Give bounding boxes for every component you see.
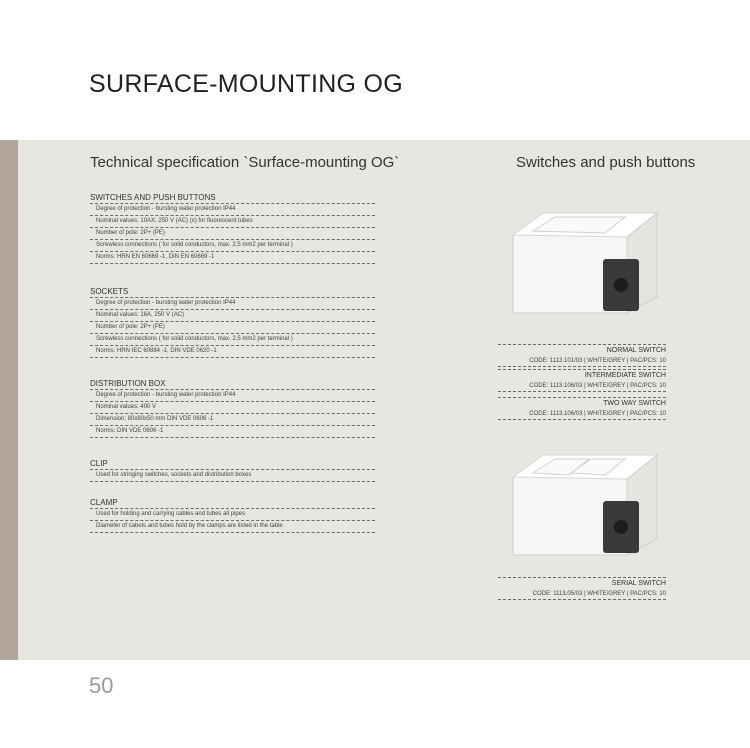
product-caption-two-way-switch bbox=[498, 397, 666, 420]
product-name: TWO WAY SWITCH bbox=[498, 397, 666, 409]
spec-row: Nominal values: 400 V bbox=[90, 402, 375, 414]
spec-section-heading: DISTRIBUTION BOX bbox=[90, 378, 375, 390]
spec-row: Degree of protection - bursting water protection IP44 bbox=[90, 390, 375, 402]
spec-row: Norms: HRN EN 60669 -1, DIN EN 60669 -1 bbox=[90, 252, 375, 264]
spec-section-clip bbox=[90, 458, 375, 482]
product-code: CODE: 1113.106/03 | WHITE/GREY | PAC/PCS: 10 bbox=[498, 409, 666, 420]
page-number: 50 bbox=[89, 673, 114, 698]
spec-section-clamp bbox=[90, 497, 375, 533]
product-code: CODE: 1113.101/03 | WHITE/GREY | PAC/PCS: 10 bbox=[498, 356, 666, 367]
product-name: NORMAL SWITCH bbox=[498, 344, 666, 356]
spec-row: Diameter of cabels and tubes hold by the clamps are listed in the table bbox=[90, 521, 375, 533]
spec-row: Nominal values: 10AX, 250 V (AC) (x) for fluorescent tubes bbox=[90, 216, 375, 228]
spec-row: Screwless connections ( for solid conductors, max. 2,5 mm2 per terminal ) bbox=[90, 240, 375, 252]
product-caption-intermediate-switch bbox=[498, 369, 666, 392]
spec-section-sockets bbox=[90, 286, 375, 358]
spec-heading: Technical specification `Surface-mounting OG` bbox=[90, 154, 400, 171]
product-code: CODE: 1113.05/03 | WHITE/GREY | PAC/PCS: 10 bbox=[498, 589, 666, 600]
spec-row: Used for holding and carrying cables and tubes all pipes bbox=[90, 509, 375, 521]
spec-row: Used for stringing switches, sockets and distribution boxes bbox=[90, 470, 375, 482]
product-name: INTERMEDIATE SWITCH bbox=[498, 369, 666, 381]
spec-row: Degree of protection - bursting water protection IP44 bbox=[90, 298, 375, 310]
spec-section-heading: CLAMP bbox=[90, 497, 375, 509]
spec-row: Norms: DIN VDE 0606 -1 bbox=[90, 426, 375, 438]
spec-section-distribution-box bbox=[90, 378, 375, 438]
spec-row: Dimension: 80x80x50 mm DIN VDE 0606 -1 bbox=[90, 414, 375, 426]
spec-row: Screwless connections ( for solid conductors, max. 2,5 mm2 per terminal ) bbox=[90, 334, 375, 346]
product-code: CODE: 1113.106/03 | WHITE/GREY | PAC/PCS: 10 bbox=[498, 381, 666, 392]
product-name: SERIAL SWITCH bbox=[498, 577, 666, 589]
spec-section-heading: CLIP bbox=[90, 458, 375, 470]
side-accent-bar bbox=[0, 140, 18, 660]
spec-row: Norms: HRN IEC 60884 -1, DIN VDE 0620 -1 bbox=[90, 346, 375, 358]
spec-row: Nominal values: 16A, 250 V (AC) bbox=[90, 310, 375, 322]
spec-section-switches bbox=[90, 192, 375, 264]
spec-row: Number of pole: 2P+ (PE) bbox=[90, 322, 375, 334]
page-title: SURFACE-MOUNTING OG bbox=[89, 70, 404, 98]
spec-row: Number of pole: 2P+ (PE) bbox=[90, 228, 375, 240]
spec-row: Degree of protection - bursting water protection IP44 bbox=[90, 204, 375, 216]
spec-section-heading: SOCKETS bbox=[90, 286, 375, 298]
serial-switch-image bbox=[505, 447, 665, 559]
spec-section-heading: SWITCHES AND PUSH BUTTONS bbox=[90, 192, 375, 204]
normal-switch-image bbox=[505, 205, 665, 317]
products-heading: Switches and push buttons bbox=[516, 154, 696, 171]
product-caption-normal-switch bbox=[498, 344, 666, 367]
product-caption-serial-switch bbox=[498, 577, 666, 600]
